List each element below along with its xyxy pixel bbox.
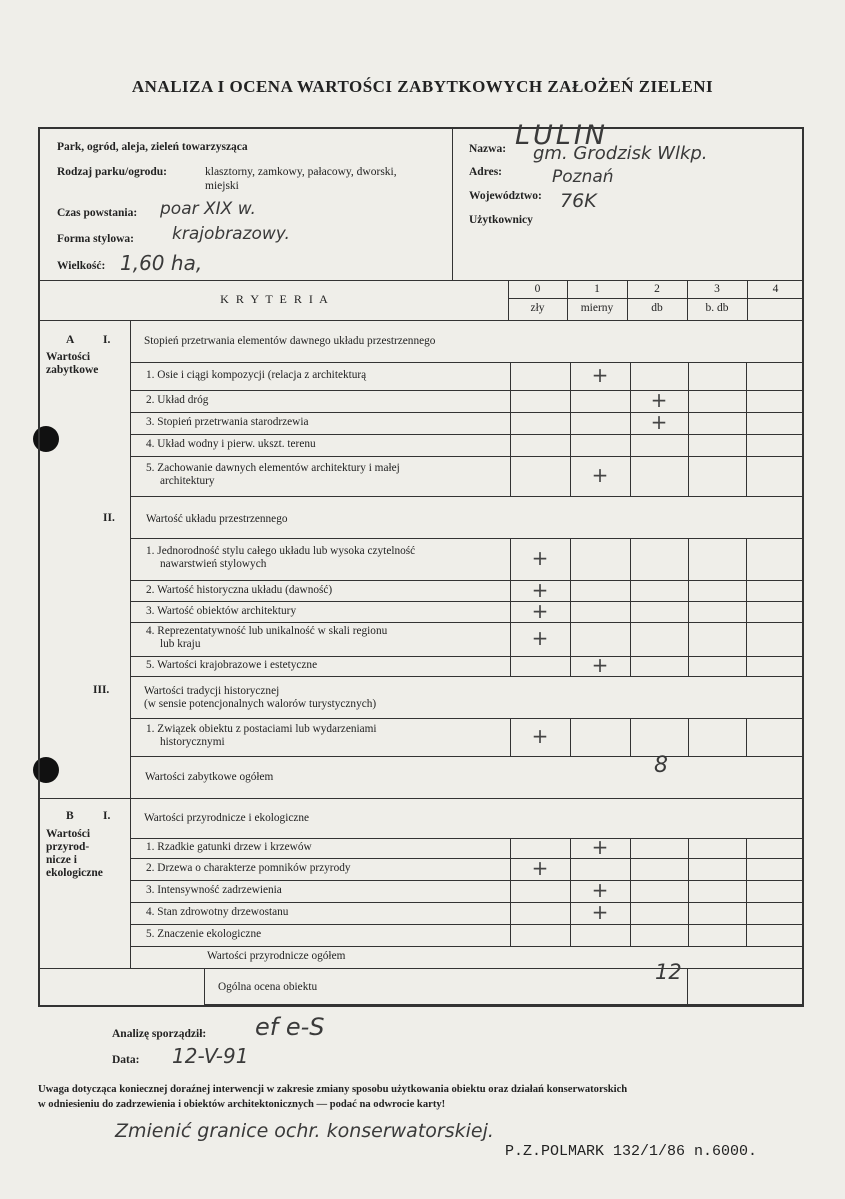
uzytkownicy-label: Użytkownicy [469,214,533,226]
section-b-name-2: przyrod- [46,841,90,853]
criteria-label: 1. Rzadkie gatunki drzew i krzewów [146,841,312,853]
grid-line [630,858,631,880]
grid-line [746,622,747,656]
grid-line [510,924,511,946]
grid-line [130,622,804,623]
group-a3-heading-1: Wartości tradycji historycznej [144,685,280,697]
grid-line [130,676,804,677]
scale-word: db [651,302,663,314]
forma-label: Forma stylowa: [57,233,134,245]
grid-line [570,880,571,902]
criteria-label: 5. Zachowanie dawnych elementów architektury i małej [146,462,400,474]
total-b-label: Wartości przyrodnicze ogółem [207,950,346,962]
grid-line [746,838,747,858]
grid-line [130,880,804,881]
scale-number: 0 [534,283,541,295]
criteria-label: 1. Osie i ciągi kompozycji (relacja z architekturą [146,369,367,381]
grid-line [688,362,689,390]
header-divider [452,128,453,280]
grid-line [746,858,747,880]
overall-value: 12 [655,960,682,984]
grid-line [130,902,804,903]
grid-line [570,718,571,756]
grid-line [746,390,747,412]
grid-line [570,858,571,880]
criteria-label-cont: architektury [160,475,215,487]
grid-line [570,412,571,434]
uwaga-line-1: Uwaga dotycząca koniecznej doraźnej interwencji w zakresie zmiany sposobu użytkowania obiektu oraz działań konserwatorskich [38,1084,628,1095]
rating-mark: + [591,878,609,902]
grid-line [570,390,571,412]
grid-line [130,434,804,435]
grid-line [630,362,631,390]
grid-line [688,622,689,656]
park-label: Park, ogród, aleja, zieleń towarzysząca [57,141,248,153]
criteria-label: 1. Związek obiektu z postaciami lub wydarzeniami [146,723,377,735]
criteria-label: 5. Znaczenie ekologiczne [146,928,262,940]
grid-line [746,434,747,456]
grid-line [688,538,689,580]
rating-mark: + [591,900,609,924]
section-b-roman: I. [103,810,111,822]
grid-line [510,622,511,656]
criteria-label-cont: historycznymi [160,736,225,748]
grid-line [746,902,747,924]
header-bottom-line [38,280,804,281]
grid-line [130,756,804,757]
rating-mark: + [531,598,549,623]
scale-number: 4 [772,283,779,295]
criteria-label: 2. Wartość historyczna układu (dawność) [146,583,333,596]
grid-line [688,456,689,496]
analiza-label: Analizę sporządził: [112,1028,207,1040]
criteria-label: 2. Drzewa o charakterze pomników przyrody [146,862,351,874]
total-a-value: 8 [654,753,668,778]
grid-line [630,580,631,601]
grid-line [688,924,689,946]
scale-word: mierny [580,302,614,314]
analiza-signature: ef e-S [255,1013,325,1041]
grid-line [510,362,511,390]
rating-mark: + [591,363,609,387]
grid-line [570,362,571,390]
grid-line [510,656,511,676]
grid-line [630,718,631,756]
group-a3-heading-2: (w sensie potencjonalnych walorów turystycznych) [144,698,377,710]
overall-label: Ogólna ocena obiektu [218,981,318,993]
adres-value-2: Poznań [552,167,614,187]
grid-line [688,390,689,412]
criteria-label-cont: nawarstwień stylowych [160,558,267,570]
grid-line [130,390,804,391]
criteria-label: 3. Stopień przetrwania starodrzewia [146,416,309,428]
grid-line [688,601,689,622]
grid-line [630,902,631,924]
wielkosc-label: Wielkość: [57,260,106,272]
criteria-label: 1. Jednorodność stylu całego układu lub wysoka czytelność [146,545,416,557]
grid-line [570,838,571,858]
grid-line [570,580,571,601]
kryteria-header: K R Y T E R I A [220,292,330,306]
scale-word: b. db [705,302,729,314]
grid-line [688,858,689,880]
section-a-divider [130,320,131,798]
grid-line [630,622,631,656]
wielkosc-value: 1,60 ha, [120,251,203,275]
section-b-name-4: ekologiczne [46,867,103,879]
grid-line [688,838,689,858]
grid-line [688,412,689,434]
grid-line [510,412,511,434]
adres-label: Adres: [469,166,503,178]
grid-line [510,601,511,622]
grid-line [130,412,804,413]
criteria-label: 4. Stan zdrowotny drzewostanu [146,906,289,918]
grid-line [746,538,747,580]
nazwa-value: LULIN [515,120,609,151]
data-label: Data: [112,1054,140,1066]
grid-line [746,718,747,756]
grid-line [130,656,804,657]
rating-mark: + [531,626,549,650]
grid-line [630,412,631,434]
section-a-name-2: zabytkowe [46,364,99,376]
grid-line [130,601,804,602]
grid-line [746,601,747,622]
criteria-label: 3. Intensywność zadrzewienia [146,884,282,896]
grid-line [746,412,747,434]
rating-mark: + [650,388,668,412]
grid-line [510,880,511,902]
grid-line [130,362,804,363]
overall-divider [687,968,688,1006]
criteria-label: 5. Wartości krajobrazowe i estetyczne [146,659,318,671]
section-a-name-1: Wartości [46,351,91,363]
forma-value: krajobrazowy. [172,224,290,244]
section-b-divider [130,798,131,968]
grid-line [510,838,511,858]
grid-line [130,838,804,839]
grid-line [570,456,571,496]
section-a-roman-2: II. [103,512,115,524]
grid-line [570,924,571,946]
czas-value: poar XIX w. [160,199,256,219]
section-b-name-3: nicze i [46,854,77,866]
grid-line [630,656,631,676]
grid-line [630,601,631,622]
grid-line [746,456,747,496]
grid-line [630,880,631,902]
grid-line [130,718,804,719]
section-a-roman: I. [103,334,111,346]
grid-line [570,434,571,456]
grid-line [510,390,511,412]
nazwa-label: Nazwa: [469,143,507,155]
rating-mark: + [531,724,549,748]
grid-line [570,538,571,580]
group-a2-heading: Wartość układu przestrzennego [146,513,288,525]
group-b1-heading: Wartości przyrodnicze i ekologiczne [144,812,310,824]
uwaga-line-2: w odniesieniu do zadrzewienia i obiektów architektonicznych — podać na odwrocie karty! [38,1099,446,1110]
grid-line [630,456,631,496]
header-sub-line [508,298,804,299]
grid-line [688,580,689,601]
grid-line [746,924,747,946]
grid-line [630,434,631,456]
grid-line [688,902,689,924]
rodzaj-options: klasztorny, zamkowy, pałacowy, dworski, [205,166,397,178]
grid-line [570,902,571,924]
scale-number: 1 [594,283,600,295]
grid-line [510,538,511,580]
rodzaj-options-2: miejski [205,180,239,192]
criteria-label-cont: lub kraju [160,638,201,650]
czas-label: Czas powstania: [57,207,138,219]
adres-value: gm. Grodzisk Wlkp. [533,143,708,164]
rating-mark: + [531,577,549,602]
criteria-label: 3. Wartość obiektów architektury [146,604,297,617]
grid-line [130,580,804,581]
rating-mark: + [650,410,668,434]
rating-mark: + [591,463,609,487]
section-a-bottom [38,798,804,799]
grid-line [130,456,804,457]
grid-line [630,538,631,580]
grid-line [688,434,689,456]
grid-line [130,946,804,947]
grid-line [688,718,689,756]
grid-line [510,434,511,456]
section-b-letter: B [66,810,74,822]
grid-line [746,580,747,601]
grid-line [688,880,689,902]
scale-word: zły [530,302,545,314]
grid-line [570,622,571,656]
rodzaj-label: Rodzaj parku/ogrodu: [57,166,168,178]
criteria-label: 4. Reprezentatywność lub unikalność w skali regionu [146,625,388,637]
wojewodztwo-label: Województwo: [469,190,542,202]
header-bottom [38,320,804,321]
grid-line [510,902,511,924]
grid-line [130,496,804,497]
scale-number: 3 [714,283,720,295]
grid-line [746,656,747,676]
grid-line [510,718,511,756]
criteria-label: 4. Układ wodny i pierw. ukszt. terenu [146,438,316,450]
grid-line [630,390,631,412]
grid-line [688,656,689,676]
rating-mark: + [531,856,549,880]
grid-line [746,880,747,902]
form-title: ANALIZA I OCENA WARTOŚCI ZABYTKOWYCH ZAŁOŻEŃ ZIELENI [131,77,714,96]
wojewodztwo-value: 76K [560,190,597,212]
grid-line [510,580,511,601]
grid-line [746,362,747,390]
grid-line [510,456,511,496]
total-a-label: Wartości zabytkowe ogółem [145,771,274,783]
rating-mark: + [531,546,549,570]
section-b-name-1: Wartości [46,828,91,840]
data-value: 12-V-91 [172,1044,249,1068]
group-a1-heading: Stopień przetrwania elementów dawnego układu przestrzennego [144,335,436,347]
grid-line [570,656,571,676]
criteria-label: 2. Układ dróg [146,394,209,406]
grid-line [570,601,571,622]
scale-number: 2 [654,283,660,295]
grid-line [130,538,804,539]
grid-line [630,924,631,946]
grid-line [130,924,804,925]
handwritten-note: Zmienić granice ochr. konserwatorskiej. [115,1120,494,1142]
grid-line [130,858,804,859]
printer-imprint: P.Z.POLMARK 132/1/86 n.6000. [505,1143,758,1160]
grid-line [630,838,631,858]
grid-line [510,858,511,880]
section-a-letter: A [66,334,75,346]
section-a-roman-3: III. [93,684,110,696]
rating-mark: + [591,835,609,859]
rating-mark: + [591,653,609,677]
